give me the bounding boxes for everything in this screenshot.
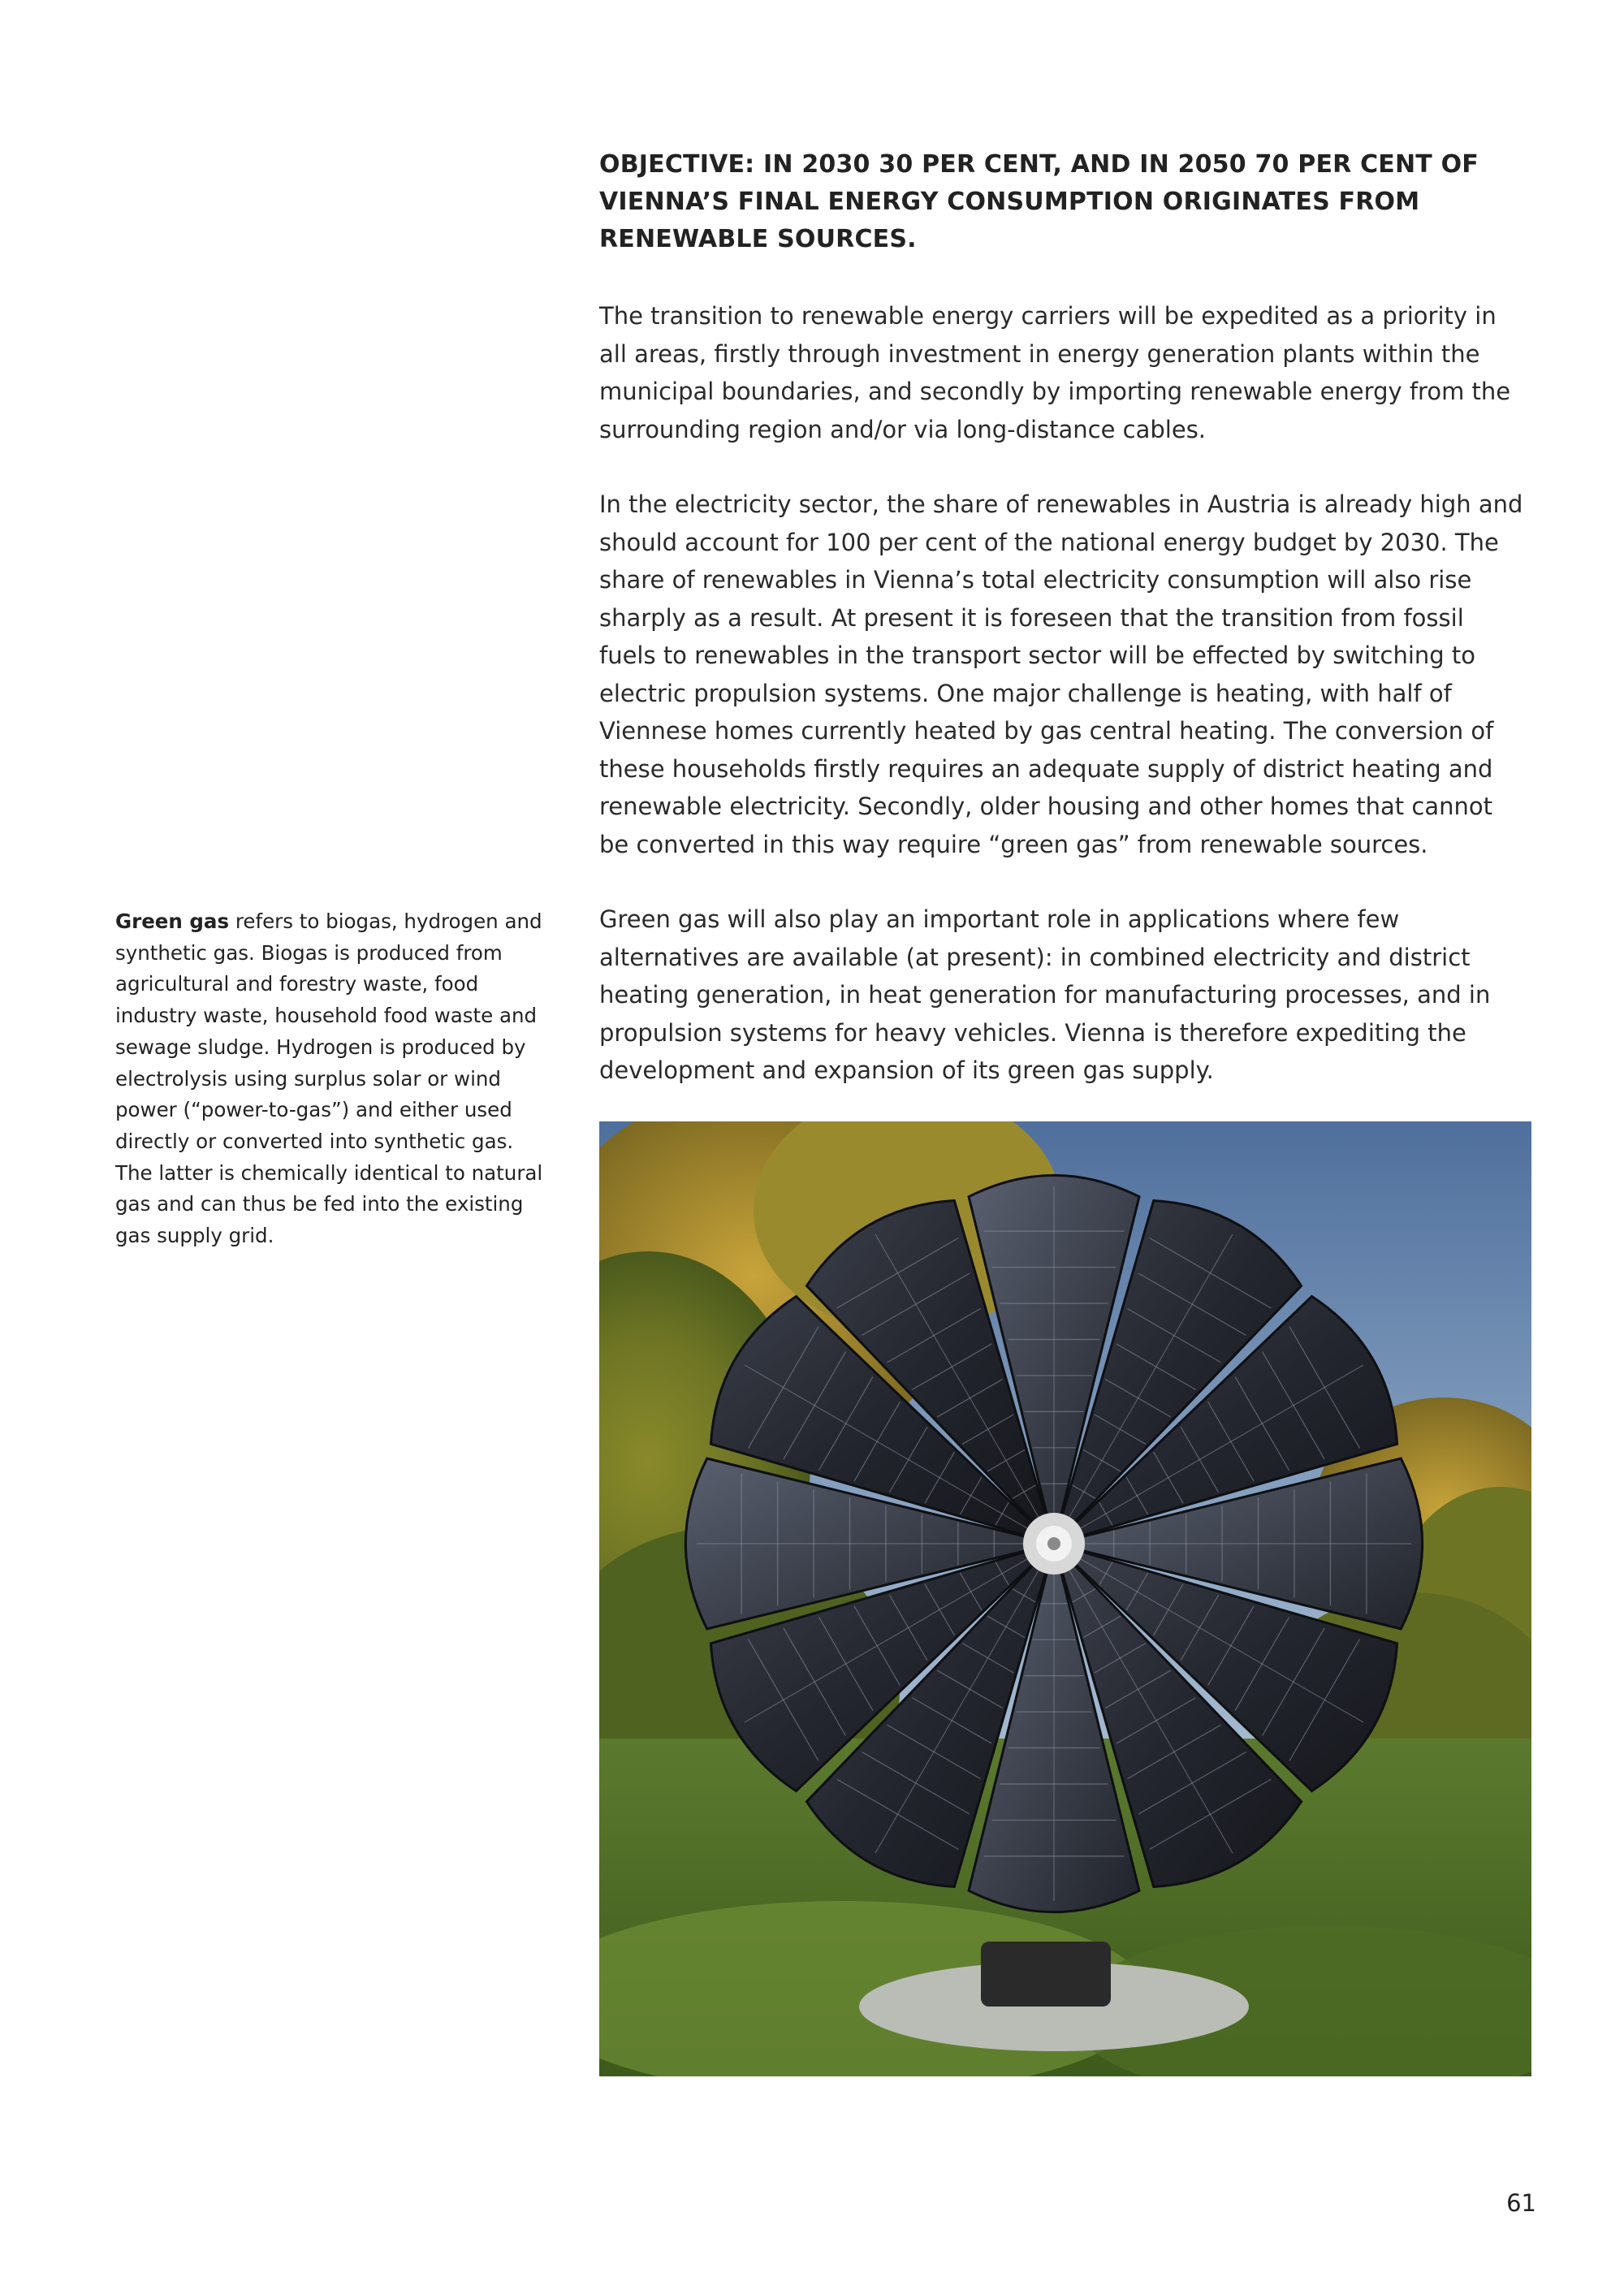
sidebar-note-green-gas <box>115 906 554 1252</box>
paragraph-electricity-sector: In the electricity sector, the share of renewables in Austria is already high and should account for 100 per cent of the national energy budget by 2030. The share of renewables in Vienna’s total electricity consumption will also rise sharply as a result. At present it is foreseen that the transition from fossil fuels to renewables in the transport sector will be effected by switching to electric propulsion systems. One major challenge is heating, with half of Viennese homes currently heated by gas central heating. The conversion of these households firstly requires an adequate supply of district heating and renewable electricity. Secondly, older housing and other homes that cannot be converted in this way require “green gas” from renewable sources. <box>599 490 1523 858</box>
objective-heading: OBJECTIVE: IN 2030 30 PER CENT, AND IN 2050 70 PER CENT OF VIENNA’S FINAL ENERGY CONSUMPTION ORIGINATES FROM RENEWABLE SOURCES. <box>599 150 1479 253</box>
sidebar-term: Green gas <box>115 909 230 933</box>
page-number: 61 <box>1506 2189 1536 2217</box>
paragraph-green-gas-role: Green gas will also play an important role in applications where few alternatives are available (at present): in combined electricity and district heating generation, in heat generation for manufacturing processes, and in propulsion systems for heavy vehicles. Vienna is therefore expediting the development and expansion of its green gas supply. <box>599 905 1491 1084</box>
solar-flower-photo <box>599 1121 1531 2076</box>
paragraph-transition: The transition to renewable energy carriers will be expedited as a priority in all areas, firstly through investment in energy generation plants within the municipal boundaries, and secondly by importing renewable energy from the surrounding region and/or via long-distance cables. <box>599 302 1511 443</box>
sidebar-definition: refers to biogas, hydrogen and synthetic gas. Biogas is produced from agricultural and forestry waste, food industry waste, household food waste and sewage sludge. Hydrogen is produced by electrolysis using surplus solar or wind power (“power-to-gas”) and either used directly or converted into synthetic gas. The latter is chemically identical to natural gas and can thus be fed into the existing gas supply grid. <box>115 909 543 1248</box>
